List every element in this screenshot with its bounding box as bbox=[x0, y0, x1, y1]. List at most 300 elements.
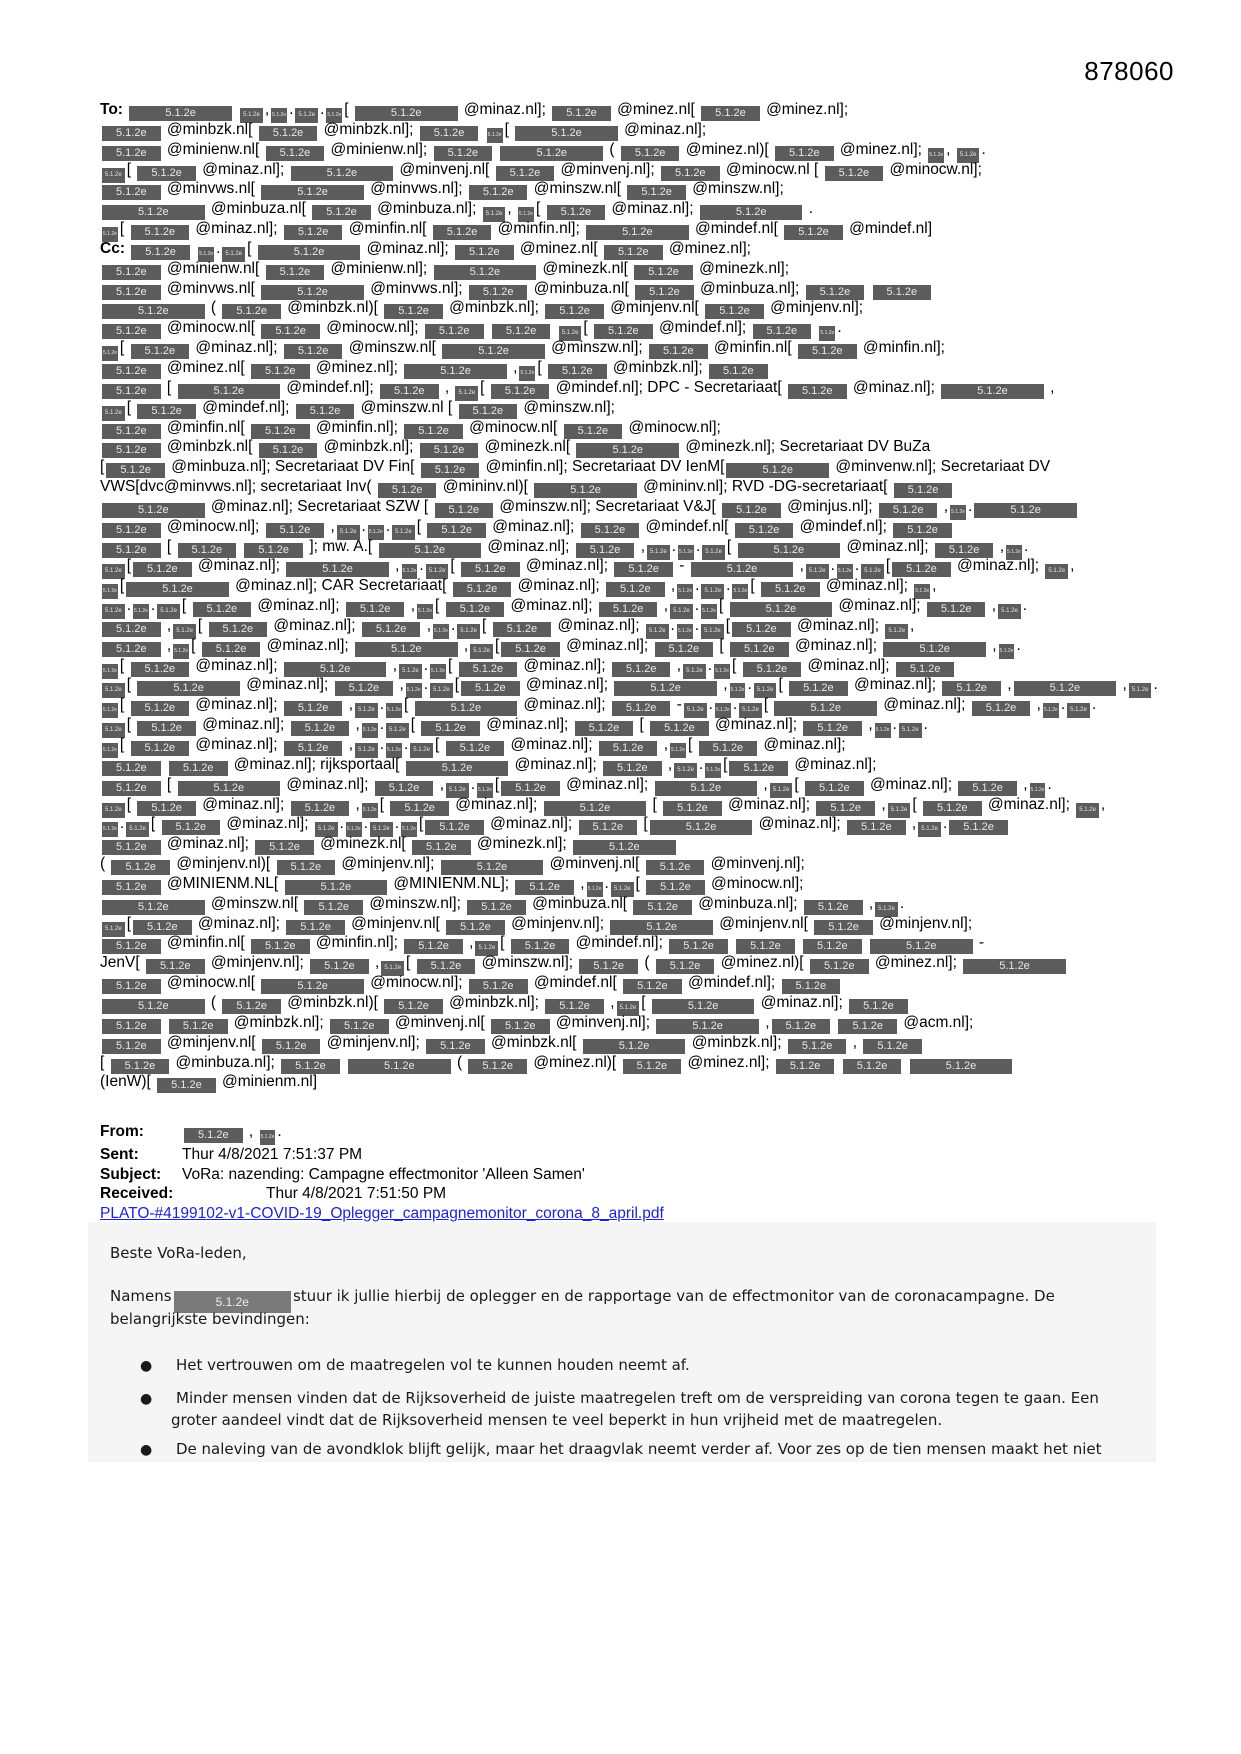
redaction-box: 5.1.2e bbox=[810, 959, 869, 974]
recipient-line: 5.1.2e . 5.1.2e [ 5.1.2e @minaz.nl]; 5.1.2e . 5.1.2e . 5.1.2e . 5.1.2e [ 5.1.2e @minaz.nl]; 5.1.2e [ 5.1.2e @minaz.nl]; 5.1.2e , 5.1.2e . 5.1.2e bbox=[100, 814, 1140, 834]
recipient-line: 5.1.2e [ 5.1.2e @minaz.nl]; 5.1.2e @minvenj.nl[ 5.1.2e @minvenj.nl]; 5.1.2e @minocw.nl [ 5.1.2e @minocw.nl]; bbox=[100, 160, 1140, 180]
redaction-box: 5.1.2e bbox=[782, 979, 841, 994]
redaction-box: 5.1.2e bbox=[102, 781, 161, 796]
redaction-box: 5.1.2e bbox=[173, 624, 196, 639]
to-label: To: bbox=[100, 101, 123, 118]
redaction-box: 5.1.2e bbox=[548, 364, 607, 379]
redaction-box: 5.1.2e bbox=[475, 941, 498, 956]
redaction-box: 5.1.2e bbox=[266, 523, 325, 538]
intro-before: Namens bbox=[110, 1287, 172, 1305]
redaction-box: 5.1.2e bbox=[129, 106, 232, 121]
from-row bbox=[100, 1122, 664, 1145]
recipient-line: 5.1.2e [ 5.1.2e @minaz.nl]; 5.1.2e , 5.1.2e . 5.1.2e [ 5.1.2e @minaz.nl]; 5.1.2e , 5.1.2e . 5.1.2e [ 5.1.2e @minaz.nl]; 5.1.2e bbox=[100, 656, 1140, 676]
redaction-box: 5.1.2e bbox=[446, 920, 505, 935]
redaction-box: 5.1.2e bbox=[455, 386, 478, 401]
redaction-box: 5.1.2e bbox=[888, 803, 911, 818]
redaction-box: 5.1.2e bbox=[873, 285, 932, 300]
redaction-box: 5.1.2e bbox=[421, 721, 480, 736]
recipient-line: 5.1.2e @minaz.nl]; 5.1.2e @minezk.nl[ 5.1.2e @minezk.nl]; 5.1.2e bbox=[100, 834, 1140, 854]
bullet-dot: ● bbox=[140, 1358, 153, 1374]
redaction-box: 5.1.2e bbox=[594, 324, 653, 339]
redaction-box: 5.1.2e bbox=[174, 1291, 291, 1313]
redaction-box: 5.1.2e bbox=[261, 185, 364, 200]
redaction-box: 5.1.2e bbox=[430, 664, 446, 679]
redaction-box: 5.1.2e bbox=[157, 1078, 216, 1093]
recipient-line: 5.1.2e ( 5.1.2e @minbzk.nl)[ 5.1.2e @minbzk.nl]; 5.1.2e @minjenv.nl[ 5.1.2e @minjenv.nl]; bbox=[100, 298, 1140, 318]
recipient-line: 5.1.2e [ 5.1.2e @minaz.nl]; 5.1.2e , 5.1.2e . 5.1.2e [ 5.1.2e @minaz.nl]; 5.1.2e - 5.1.2e . 5.1.2e . 5.1.2e [ 5.1.2e @minaz.nl]; 5.1.2e , 5.1.2e . 5.1.2e . bbox=[100, 695, 1140, 715]
redaction-box: 5.1.2e bbox=[401, 822, 417, 837]
redaction-box: 5.1.2e bbox=[198, 247, 214, 262]
redaction-box: 5.1.2e bbox=[102, 126, 161, 141]
redaction-box: 5.1.2e bbox=[457, 624, 480, 639]
redaction-box: 5.1.2e bbox=[656, 959, 715, 974]
redaction-box: 5.1.2e bbox=[702, 545, 725, 560]
recipient-line: 5.1.2e @minjenv.nl[ 5.1.2e @minjenv.nl]; 5.1.2e @minbzk.nl[ 5.1.2e @minbzk.nl]; 5.1.2e , 5.1.2e bbox=[100, 1033, 1140, 1053]
redaction-box: 5.1.2e bbox=[157, 604, 180, 619]
redaction-box: 5.1.2e bbox=[775, 146, 834, 161]
redaction-box: 5.1.2e bbox=[102, 604, 125, 619]
redaction-box: 5.1.2e bbox=[137, 801, 196, 816]
redaction-box: 5.1.2e bbox=[803, 939, 862, 954]
redaction-box: 5.1.2e bbox=[131, 344, 190, 359]
received-row bbox=[100, 1184, 664, 1204]
redaction-box: 5.1.2e bbox=[184, 1128, 243, 1143]
redaction-box: 5.1.2e bbox=[950, 505, 966, 520]
redaction-box: 5.1.2e bbox=[251, 939, 310, 954]
redaction-box: 5.1.2e bbox=[559, 326, 582, 341]
recipient-line: 5.1.2e @minaz.nl]; Secretariaat SZW [ 5.1.2e @minszw.nl]; Secretariaat V&J[ 5.1.2e @minjus.nl]; 5.1.2e , 5.1.2e . 5.1.2e bbox=[100, 497, 1140, 517]
redaction-box: 5.1.2e bbox=[634, 265, 693, 280]
redaction-box: 5.1.2e bbox=[291, 721, 350, 736]
bullet-text: Minder mensen vinden dat de Rijksoverheid de juiste maatregelen treft om de verspreiding van corona tegen te gaan. Een bbox=[176, 1389, 1099, 1407]
redaction-box: 5.1.2e bbox=[255, 840, 314, 855]
attachment-row bbox=[100, 1204, 664, 1224]
redaction-box: 5.1.2e bbox=[789, 681, 848, 696]
recipient-line: 5.1.2e , 5.1.2e [ 5.1.2e @minaz.nl]; 5.1.2e , 5.1.2e . 5.1.2e [ 5.1.2e @minaz.nl]; 5.1.2e . 5.1.2e . 5.1.2e [ 5.1.2e @minaz.nl]; 5.1.2e , bbox=[100, 616, 1140, 636]
redaction-box: 5.1.2e bbox=[722, 503, 781, 518]
redaction-box: 5.1.2e bbox=[102, 1019, 161, 1034]
recipient-line: JenV[ 5.1.2e @minjenv.nl]; 5.1.2e , 5.1.2e [ 5.1.2e @minszw.nl]; 5.1.2e ( 5.1.2e @minez.nl)[ 5.1.2e @minez.nl]; 5.1.2e bbox=[100, 953, 1140, 973]
recipient-line: 5.1.2e @minocw.nl[ 5.1.2e @minocw.nl]; 5.1.2e 5.1.2e 5.1.2e [ 5.1.2e @mindef.nl]; 5.1.2e 5.1.2e . bbox=[100, 318, 1140, 338]
redaction-box: 5.1.2e bbox=[663, 801, 722, 816]
redaction-box: 5.1.2e bbox=[222, 999, 281, 1014]
redaction-box: 5.1.2e bbox=[281, 1059, 340, 1074]
redaction-box: 5.1.2e bbox=[222, 247, 245, 262]
redaction-box: 5.1.2e bbox=[732, 622, 791, 637]
redaction-box: 5.1.2e bbox=[173, 644, 189, 659]
redaction-box: 5.1.2e bbox=[1014, 681, 1117, 696]
recipient-line: 5.1.2e @minocw.nl]; 5.1.2e , 5.1.2e . 5.1.2e . 5.1.2e [ 5.1.2e @minaz.nl]; 5.1.2e @mindef.nl[ 5.1.2e @mindef.nl]; 5.1.2e bbox=[100, 517, 1140, 537]
recipient-line: Cc: 5.1.2e 5.1.2e . 5.1.2e [ 5.1.2e @minaz.nl]; 5.1.2e @minez.nl[ 5.1.2e @minez.nl]; bbox=[100, 239, 1140, 259]
recipient-line: [ 5.1.2e @minbuza.nl]; Secretariaat DV Fin[ 5.1.2e @minfin.nl]; Secretariaat DV IenM[ 5.1.2e @minvenw.nl]; Secretariaat DV bbox=[100, 458, 1051, 477]
redaction-box: 5.1.2e bbox=[417, 959, 476, 974]
redaction-box: 5.1.2e bbox=[102, 384, 161, 399]
redaction-box: 5.1.2e bbox=[102, 822, 118, 837]
redaction-box: 5.1.2e bbox=[761, 582, 820, 597]
redaction-box: 5.1.2e bbox=[355, 106, 458, 121]
redaction-box: 5.1.2e bbox=[296, 404, 355, 419]
redaction-box: 5.1.2e bbox=[406, 683, 422, 698]
redaction-box: 5.1.2e bbox=[202, 642, 261, 657]
redaction-box: 5.1.2e bbox=[435, 503, 494, 518]
bullet-dot: ● bbox=[140, 1391, 153, 1407]
redaction-box: 5.1.2e bbox=[635, 285, 694, 300]
redaction-box: 5.1.2e bbox=[647, 545, 670, 560]
redaction-box: 5.1.2e bbox=[368, 525, 384, 540]
redaction-box: 5.1.2e bbox=[430, 683, 453, 698]
redaction-box: 5.1.2e bbox=[222, 304, 281, 319]
redaction-box: 5.1.2e bbox=[169, 761, 228, 776]
redaction-box: 5.1.2e bbox=[178, 543, 237, 558]
redaction-box: 5.1.2e bbox=[576, 543, 635, 558]
redaction-box: 5.1.2e bbox=[646, 880, 705, 895]
redaction-box: 5.1.2e bbox=[392, 525, 415, 540]
redaction-box: 5.1.2e bbox=[1067, 703, 1090, 718]
redaction-box: 5.1.2e bbox=[469, 285, 528, 300]
redaction-box: 5.1.2e bbox=[501, 642, 560, 657]
recipient-line: [ 5.1.2e @minbuza.nl]; 5.1.2e 5.1.2e ( 5.1.2e @minez.nl)[ 5.1.2e @minez.nl]; 5.1.2e 5.1.2e 5.1.2e bbox=[100, 1053, 1140, 1073]
recipient-line: 5.1.2e [ 5.1.2e @minaz.nl]; CAR Secretariaat[ 5.1.2e @minaz.nl]; 5.1.2e , 5.1.2e . 5.1.2e . 5.1.2e [ 5.1.2e @minaz.nl]; 5.1.2e , bbox=[100, 576, 1140, 596]
redaction-box: 5.1.2e bbox=[806, 285, 865, 300]
recipient-line: 5.1.2e @minvws.nl[ 5.1.2e @minvws.nl]; 5.1.2e @minbuza.nl[ 5.1.2e @minbuza.nl]; 5.1.2e 5.1.2e bbox=[100, 279, 1140, 299]
redaction-box: 5.1.2e bbox=[652, 999, 755, 1014]
redaction-box: 5.1.2e bbox=[271, 108, 287, 123]
from-label: From: bbox=[100, 1123, 144, 1140]
redaction-box: 5.1.2e bbox=[914, 584, 930, 599]
redaction-box: 5.1.2e bbox=[261, 324, 320, 339]
redaction-box: 5.1.2e bbox=[788, 384, 847, 399]
received-value: Thur 4/8/2021 7:51:50 PM bbox=[266, 1185, 447, 1202]
redaction-box: 5.1.2e bbox=[131, 662, 190, 677]
redaction-box: 5.1.2e bbox=[310, 959, 369, 974]
redaction-box: 5.1.2e bbox=[837, 564, 853, 579]
redaction-box: 5.1.2e bbox=[500, 146, 603, 161]
redaction-box: 5.1.2e bbox=[178, 384, 281, 399]
redaction-box: 5.1.2e bbox=[102, 743, 118, 758]
redaction-box: 5.1.2e bbox=[545, 304, 604, 319]
redaction-box: 5.1.2e bbox=[715, 703, 731, 718]
redaction-box: 5.1.2e bbox=[433, 624, 449, 639]
redaction-box: 5.1.2e bbox=[483, 207, 506, 222]
recipient-line: 5.1.2e @minienw.nl[ 5.1.2e @minienw.nl]; 5.1.2e 5.1.2e ( 5.1.2e @minez.nl)[ 5.1.2e @minez.nl]; 5.1.2e , 5.1.2e . bbox=[100, 140, 1140, 160]
redaction-box: 5.1.2e bbox=[355, 703, 378, 718]
redaction-box: 5.1.2e bbox=[384, 999, 443, 1014]
redaction-box: 5.1.2e bbox=[131, 245, 190, 260]
recipient-line: 5.1.2e @minocw.nl[ 5.1.2e @minocw.nl]; 5.1.2e @mindef.nl[ 5.1.2e @mindef.nl]; 5.1.2e bbox=[100, 973, 1140, 993]
recipient-line: 5.1.2e [ 5.1.2e @minaz.nl]; 5.1.2e @minjenv.nl[ 5.1.2e @minjenv.nl]; 5.1.2e @minjenv.nl[ 5.1.2e @minjenv.nl]; bbox=[100, 914, 1140, 934]
recipient-line: 5.1.2e . 5.1.2e . 5.1.2e [ 5.1.2e @minaz.nl]; 5.1.2e , 5.1.2e [ 5.1.2e @minaz.nl]; 5.1.2e , 5.1.2e . 5.1.2e [ 5.1.2e @minaz.nl]; 5.1.2e , 5.1.2e . bbox=[100, 596, 1140, 616]
redaction-box: 5.1.2e bbox=[169, 1019, 228, 1034]
redaction-box: 5.1.2e bbox=[879, 503, 938, 518]
redaction-box: 5.1.2e bbox=[974, 503, 1077, 518]
redaction-box: 5.1.2e bbox=[739, 703, 762, 718]
redaction-box: 5.1.2e bbox=[714, 664, 730, 679]
redaction-box: 5.1.2e bbox=[885, 624, 908, 639]
redaction-box: 5.1.2e bbox=[102, 939, 161, 954]
redaction-box: 5.1.2e bbox=[491, 1019, 550, 1034]
redaction-box: 5.1.2e bbox=[102, 364, 161, 379]
redaction-box: 5.1.2e bbox=[469, 185, 528, 200]
redaction-box: 5.1.2e bbox=[346, 602, 405, 617]
redaction-box: 5.1.2e bbox=[102, 642, 161, 657]
redaction-box: 5.1.2e bbox=[579, 959, 638, 974]
recipient-line: 5.1.2e @minez.nl[ 5.1.2e @minez.nl]; 5.1.2e , 5.1.2e [ 5.1.2e @minbzk.nl]; 5.1.2e bbox=[100, 358, 1140, 378]
redaction-box: 5.1.2e bbox=[386, 743, 402, 758]
redaction-box: 5.1.2e bbox=[633, 900, 692, 915]
redaction-box: 5.1.2e bbox=[131, 701, 190, 716]
redaction-box: 5.1.2e bbox=[774, 701, 877, 716]
redaction-box: 5.1.2e bbox=[260, 1130, 276, 1145]
greeting: Beste VoRa-leden, bbox=[110, 1244, 247, 1262]
redaction-box: 5.1.2e bbox=[102, 703, 118, 718]
redaction-box: 5.1.2e bbox=[146, 959, 205, 974]
redaction-box: 5.1.2e bbox=[894, 483, 953, 498]
redaction-box: 5.1.2e bbox=[469, 979, 528, 994]
recipient-line: 5.1.2e @minszw.nl[ 5.1.2e @minszw.nl]; 5.1.2e @minbuza.nl[ 5.1.2e @minbuza.nl]; 5.1.2e , 5.1.2e . bbox=[100, 894, 1140, 914]
redaction-box: 5.1.2e bbox=[501, 781, 560, 796]
redaction-box: 5.1.2e bbox=[730, 602, 833, 617]
redaction-box: 5.1.2e bbox=[684, 703, 707, 718]
redaction-box: 5.1.2e bbox=[519, 366, 535, 381]
redaction-box: 5.1.2e bbox=[650, 820, 753, 835]
redaction-box: 5.1.2e bbox=[518, 207, 534, 222]
redaction-box: 5.1.2e bbox=[623, 979, 682, 994]
redaction-box: 5.1.2e bbox=[743, 662, 802, 677]
redaction-box: 5.1.2e bbox=[459, 404, 518, 419]
redaction-box: 5.1.2e bbox=[678, 545, 694, 560]
redaction-box: 5.1.2e bbox=[511, 939, 570, 954]
redaction-box: 5.1.2e bbox=[404, 424, 463, 439]
redaction-box: 5.1.2e bbox=[770, 783, 793, 798]
redaction-box: 5.1.2e bbox=[384, 304, 443, 319]
redaction-box: 5.1.2e bbox=[923, 801, 982, 816]
redaction-box: 5.1.2e bbox=[677, 624, 693, 639]
redaction-box: 5.1.2e bbox=[942, 681, 1001, 696]
redaction-box: 5.1.2e bbox=[552, 106, 611, 121]
redaction-box: 5.1.2e bbox=[390, 801, 449, 816]
redaction-box: 5.1.2e bbox=[379, 543, 482, 558]
redaction-box: 5.1.2e bbox=[805, 781, 864, 796]
redaction-box: 5.1.2e bbox=[735, 523, 794, 538]
redaction-box: 5.1.2e bbox=[1076, 803, 1099, 818]
redaction-box: 5.1.2e bbox=[614, 562, 673, 577]
redaction-box: 5.1.2e bbox=[417, 604, 433, 619]
redaction-box: 5.1.2e bbox=[655, 781, 758, 796]
recipient-line: 5.1.2e [ 5.1.2e @minaz.nl]; 5.1.2e @minszw.nl[ 5.1.2e @minszw.nl]; 5.1.2e @minfin.nl[ 5.1.2e @minfin.nl]; bbox=[100, 338, 1140, 358]
redaction-box: 5.1.2e bbox=[375, 781, 434, 796]
redaction-box: 5.1.2e bbox=[963, 959, 1066, 974]
redaction-box: 5.1.2e bbox=[700, 205, 803, 220]
redaction-box: 5.1.2e bbox=[131, 225, 190, 240]
redaction-box: 5.1.2e bbox=[421, 463, 480, 478]
redaction-box: 5.1.2e bbox=[433, 225, 492, 240]
recipient-line: 5.1.2e @minbuza.nl[ 5.1.2e @minbuza.nl]; 5.1.2e , 5.1.2e [ 5.1.2e @minaz.nl]; 5.1.2e . bbox=[100, 199, 1140, 219]
recipient-line: 5.1.2e , 5.1.2e [ 5.1.2e @minaz.nl]; 5.1.2e , 5.1.2e [ 5.1.2e @minaz.nl]; 5.1.2e [ 5.1.2e @minaz.nl]; 5.1.2e , 5.1.2e . bbox=[100, 636, 1140, 656]
redaction-box: 5.1.2e bbox=[701, 624, 724, 639]
redaction-box: 5.1.2e bbox=[581, 523, 640, 538]
redaction-box: 5.1.2e bbox=[776, 1059, 835, 1074]
recipient-line: 5.1.2e @minienw.nl[ 5.1.2e @minienw.nl]; 5.1.2e @minezk.nl[ 5.1.2e @minezk.nl]; bbox=[100, 259, 1140, 279]
redaction-box: 5.1.2e bbox=[240, 108, 263, 123]
recipient-line: 5.1.2e [ 5.1.2e @minaz.nl]; 5.1.2e , 5.1.2e . 5.1.2e . 5.1.2e [ 5.1.2e @minaz.nl]; 5.1.2e , 5.1.2e [ 5.1.2e @minaz.nl]; bbox=[100, 735, 1140, 755]
redaction-box: 5.1.2e bbox=[701, 584, 724, 599]
redaction-box: 5.1.2e bbox=[610, 920, 713, 935]
redaction-box: 5.1.2e bbox=[534, 483, 637, 498]
redaction-box: 5.1.2e bbox=[972, 701, 1031, 716]
redaction-box: 5.1.2e bbox=[611, 882, 634, 897]
redaction-box: 5.1.2e bbox=[420, 126, 479, 141]
redaction-box: 5.1.2e bbox=[126, 822, 149, 837]
redaction-box: 5.1.2e bbox=[576, 443, 679, 458]
redaction-box: 5.1.2e bbox=[106, 463, 165, 478]
redaction-box: 5.1.2e bbox=[102, 205, 205, 220]
redaction-box: 5.1.2e bbox=[434, 265, 537, 280]
redaction-box: 5.1.2e bbox=[295, 108, 318, 123]
sent-row bbox=[100, 1145, 664, 1165]
redaction-box: 5.1.2e bbox=[738, 543, 841, 558]
redaction-box: 5.1.2e bbox=[753, 324, 812, 339]
redaction-box: 5.1.2e bbox=[875, 902, 898, 917]
redaction-box: 5.1.2e bbox=[729, 761, 788, 776]
recipient-line: 5.1.2e @minbzk.nl[ 5.1.2e @minbzk.nl]; 5.1.2e 5.1.2e [ 5.1.2e @minaz.nl]; bbox=[100, 120, 1140, 140]
redaction-box: 5.1.2e bbox=[604, 245, 663, 260]
redaction-box: 5.1.2e bbox=[291, 801, 350, 816]
redaction-box: 5.1.2e bbox=[284, 662, 387, 677]
redaction-box: 5.1.2e bbox=[346, 822, 362, 837]
redaction-box: 5.1.2e bbox=[701, 604, 717, 619]
redaction-box: 5.1.2e bbox=[674, 763, 697, 778]
redaction-box: 5.1.2e bbox=[446, 741, 505, 756]
redaction-box: 5.1.2e bbox=[599, 741, 658, 756]
redaction-box: 5.1.2e bbox=[111, 860, 170, 875]
recipient-line: (IenW)[ 5.1.2e @minienm.nl] bbox=[100, 1073, 318, 1092]
redaction-box: 5.1.2e bbox=[656, 1019, 759, 1034]
redaction-box: 5.1.2e bbox=[312, 205, 371, 220]
recipient-line: 5.1.2e @MINIENM.NL[ 5.1.2e @MINIENM.NL]; 5.1.2e , 5.1.2e . 5.1.2e [ 5.1.2e @minocw.nl]; bbox=[100, 874, 1140, 894]
redaction-box: 5.1.2e bbox=[1006, 545, 1022, 560]
recipient-line: 5.1.2e [ 5.1.2e @minaz.nl]; 5.1.2e , 5.1.2e . 5.1.2e [ 5.1.2e @minaz.nl]; 5.1.2e , 5.1.2e [ 5.1.2e @minaz.nl]; 5.1.2e , 5.1.2e . bbox=[100, 775, 1140, 795]
redaction-box: 5.1.2e bbox=[193, 602, 252, 617]
redaction-box: 5.1.2e bbox=[426, 564, 449, 579]
email-recipients-block bbox=[100, 100, 1158, 1092]
recipient-line: 5.1.2e [ 5.1.2e @minaz.nl]; 5.1.2e , 5.1.2e . 5.1.2e [ 5.1.2e @minaz.nl]; 5.1.2e [ 5.1.2e @minaz.nl]; 5.1.2e , 5.1.2e . 5.1.2e . bbox=[100, 715, 1140, 735]
redaction-box: 5.1.2e bbox=[251, 364, 310, 379]
redaction-box: 5.1.2e bbox=[209, 622, 268, 637]
redaction-box: 5.1.2e bbox=[754, 683, 777, 698]
bullet-text-continued: groter aandeel vindt dat de Rijksoverheid mensen te veel beperkt in hun vrijheid met de maatregelen. bbox=[171, 1411, 943, 1429]
redaction-box: 5.1.2e bbox=[178, 781, 281, 796]
recipient-line: VWS[dvc@minvws.nl]; secretariaat Inv( 5.1.2e @mininv.nl)[ 5.1.2e @mininv.nl]; RVD -DG-secretariaat[ 5.1.2e bbox=[100, 477, 1140, 497]
redaction-box: 5.1.2e bbox=[426, 1039, 485, 1054]
recipient-line: ( 5.1.2e @minjenv.nl)[ 5.1.2e @minjenv.nl]; 5.1.2e @minvenj.nl[ 5.1.2e @minvenj.nl]; bbox=[100, 855, 805, 874]
recipient-line: 5.1.2e 5.1.2e @minaz.nl]; rijksportaal[ 5.1.2e @minaz.nl]; 5.1.2e , 5.1.2e . 5.1.2e [ 5.1.2e @minaz.nl]; bbox=[100, 755, 1140, 775]
redaction-box: 5.1.2e bbox=[496, 166, 555, 181]
redaction-box: 5.1.2e bbox=[102, 285, 161, 300]
redaction-box: 5.1.2e bbox=[102, 664, 118, 679]
redaction-box: 5.1.2e bbox=[579, 820, 638, 835]
redaction-box: 5.1.2e bbox=[892, 562, 951, 577]
redaction-box: 5.1.2e bbox=[1045, 564, 1068, 579]
redaction-box: 5.1.2e bbox=[137, 166, 196, 181]
redaction-box: 5.1.2e bbox=[492, 324, 551, 339]
redaction-box: 5.1.2e bbox=[927, 602, 986, 617]
redaction-box: 5.1.2e bbox=[362, 622, 421, 637]
redaction-box: 5.1.2e bbox=[102, 723, 125, 738]
recipient-line: 5.1.2e [ 5.1.2e @mindef.nl]; 5.1.2e @minszw.nl [ 5.1.2e @minszw.nl]; bbox=[100, 398, 1140, 418]
redaction-box: 5.1.2e bbox=[515, 880, 574, 895]
redaction-box: 5.1.2e bbox=[335, 681, 394, 696]
sent-value: Thur 4/8/2021 7:51:37 PM bbox=[182, 1146, 363, 1163]
redaction-box: 5.1.2e bbox=[772, 1019, 831, 1034]
redaction-box: 5.1.2e bbox=[337, 525, 360, 540]
intro-line2: belangrijkste bevindingen: bbox=[110, 1310, 310, 1328]
bullet-dot: ● bbox=[140, 1442, 153, 1458]
redaction-box: 5.1.2e bbox=[583, 1039, 686, 1054]
redaction-box: 5.1.2e bbox=[326, 108, 342, 123]
redaction-box: 5.1.2e bbox=[406, 761, 509, 776]
redaction-box: 5.1.2e bbox=[650, 721, 709, 736]
redaction-box: 5.1.2e bbox=[617, 1001, 640, 1016]
redaction-box: 5.1.2e bbox=[453, 582, 512, 597]
redaction-box: 5.1.2e bbox=[998, 604, 1021, 619]
redaction-box: 5.1.2e bbox=[849, 999, 908, 1014]
recipient-line: 5.1.2e @minfin.nl[ 5.1.2e @minfin.nl]; 5.1.2e , 5.1.2e [ 5.1.2e @mindef.nl]; 5.1.2e 5.1.2e 5.1.2e 5.1.2e - bbox=[100, 933, 1140, 953]
redaction-box: 5.1.2e bbox=[162, 820, 221, 835]
redaction-box: 5.1.2e bbox=[137, 721, 196, 736]
redaction-box: 5.1.2e bbox=[355, 743, 378, 758]
recipient-line: 5.1.2e [ 5.1.2e @mindef.nl]; 5.1.2e , 5.1.2e [ 5.1.2e @mindef.nl]; DPC - Secretariaat[ 5.1.2e @minaz.nl]; 5.1.2e , bbox=[100, 378, 1140, 398]
attachment-link[interactable]: PLATO-#4199102-v1-COVID-19_Oplegger_campagnemonitor_corona_8_april.pdf bbox=[100, 1204, 664, 1222]
redaction-box: 5.1.2e bbox=[623, 1059, 682, 1074]
redaction-box: 5.1.2e bbox=[102, 406, 125, 421]
redaction-box: 5.1.2e bbox=[732, 584, 748, 599]
redaction-box: 5.1.2e bbox=[683, 664, 706, 679]
redaction-box: 5.1.2e bbox=[730, 683, 746, 698]
redaction-box: 5.1.2e bbox=[285, 880, 388, 895]
redaction-box: 5.1.2e bbox=[461, 681, 520, 696]
redaction-box: 5.1.2e bbox=[941, 384, 1044, 399]
redaction-box: 5.1.2e bbox=[102, 584, 118, 599]
redaction-box: 5.1.2e bbox=[726, 463, 829, 478]
redaction-box: 5.1.2e bbox=[587, 882, 603, 897]
redaction-box: 5.1.2e bbox=[415, 701, 518, 716]
redaction-box: 5.1.2e bbox=[386, 723, 409, 738]
redaction-box: 5.1.2e bbox=[348, 1059, 451, 1074]
redaction-box: 5.1.2e bbox=[410, 743, 433, 758]
redaction-box: 5.1.2e bbox=[286, 562, 389, 577]
redaction-box: 5.1.2e bbox=[958, 781, 1017, 796]
redaction-box: 5.1.2e bbox=[467, 900, 526, 915]
redaction-box: 5.1.2e bbox=[244, 543, 303, 558]
redaction-box: 5.1.2e bbox=[999, 644, 1015, 659]
redaction-box: 5.1.2e bbox=[788, 1039, 847, 1054]
subject-row bbox=[100, 1165, 664, 1185]
redaction-box: 5.1.2e bbox=[669, 939, 728, 954]
redaction-box: 5.1.2e bbox=[441, 860, 544, 875]
redaction-box: 5.1.2e bbox=[381, 961, 404, 976]
redaction-box: 5.1.2e bbox=[102, 185, 161, 200]
redaction-box: 5.1.2e bbox=[599, 602, 658, 617]
redaction-box: 5.1.2e bbox=[427, 523, 486, 538]
recipient-line: 5.1.2e [ 5.1.2e 5.1.2e ]; mw. A.[ 5.1.2e @minaz.nl]; 5.1.2e , 5.1.2e . 5.1.2e . 5.1.2e [ 5.1.2e @minaz.nl]; 5.1.2e , 5.1.2e . bbox=[100, 537, 1140, 557]
redaction-box: 5.1.2e bbox=[487, 128, 503, 143]
redaction-box: 5.1.2e bbox=[459, 662, 518, 677]
redaction-box: 5.1.2e bbox=[646, 860, 705, 875]
redaction-box: 5.1.2e bbox=[133, 604, 149, 619]
redaction-box: 5.1.2e bbox=[442, 344, 545, 359]
redaction-box: 5.1.2e bbox=[102, 265, 161, 280]
redaction-box: 5.1.2e bbox=[949, 820, 1008, 835]
